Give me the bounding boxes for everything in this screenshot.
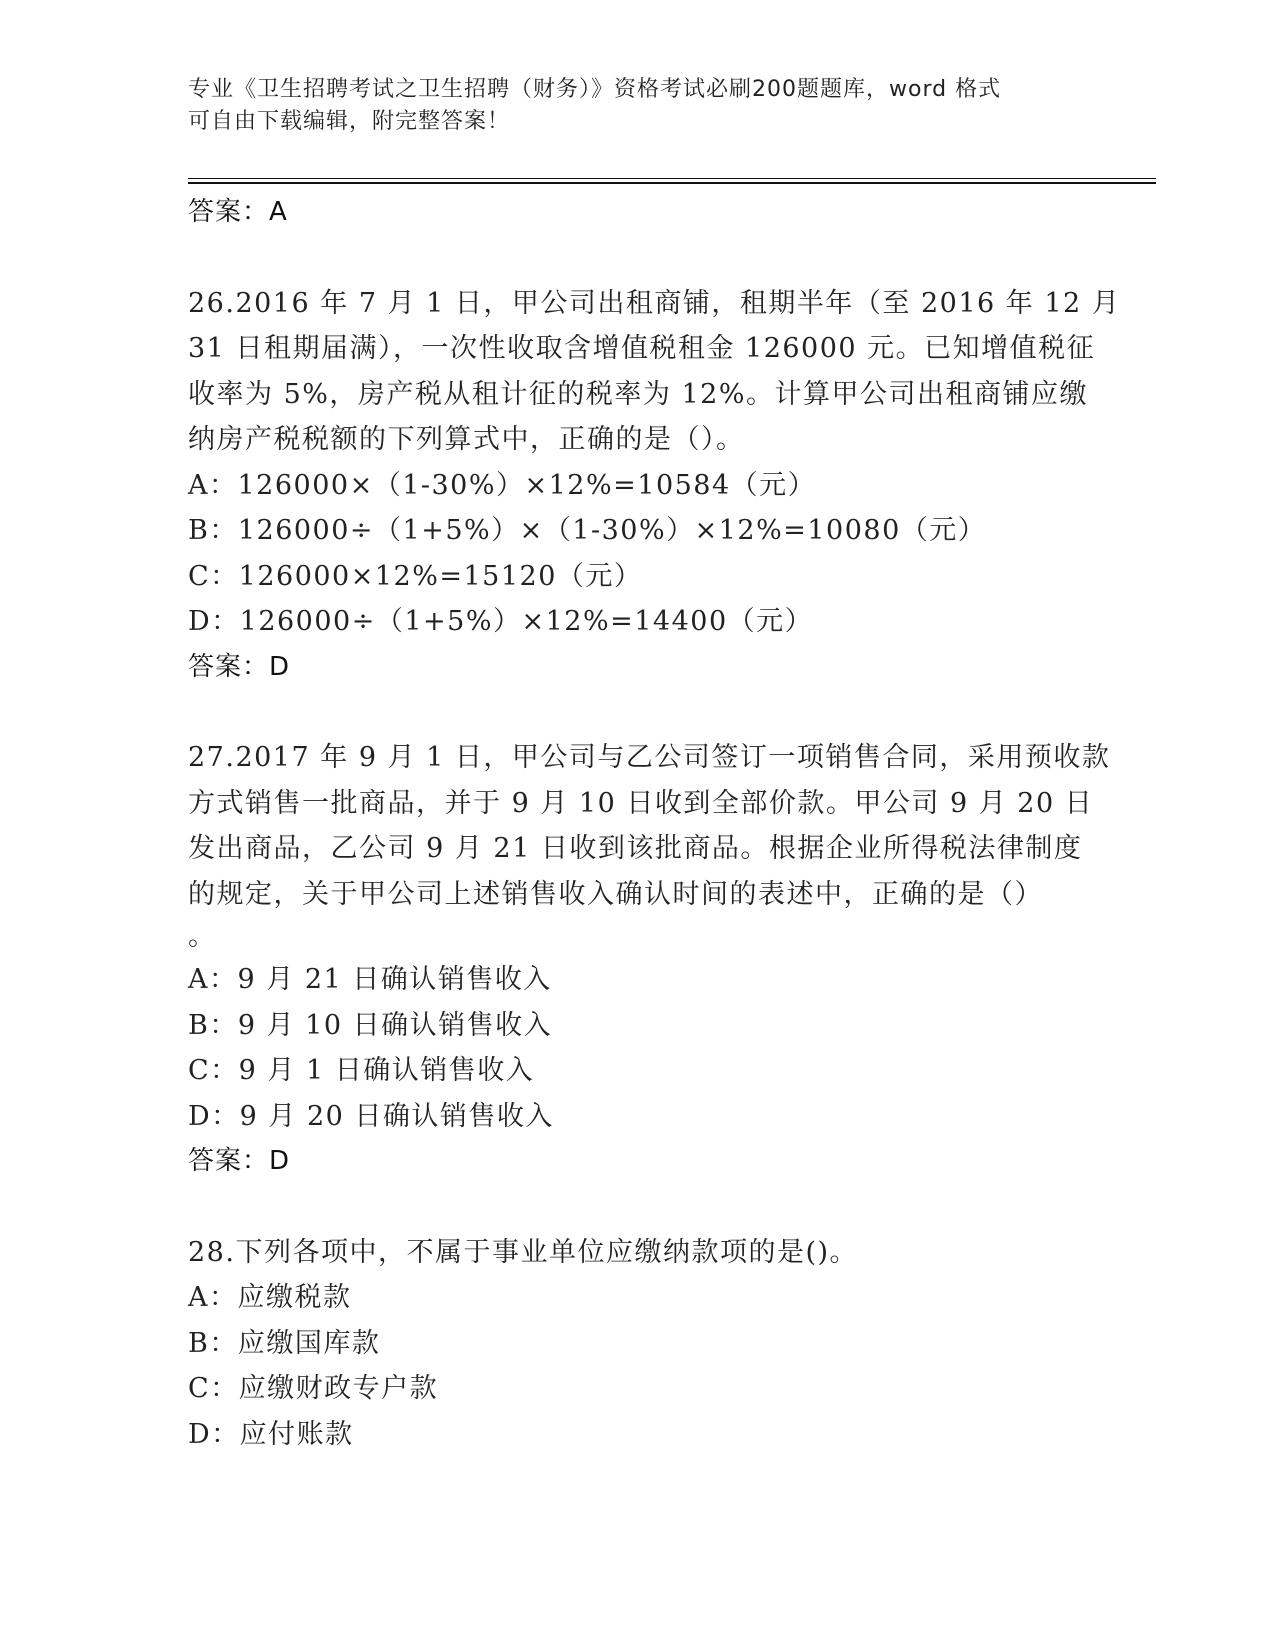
question-28 <box>188 1230 1088 1458</box>
option-d: D：9 月 20 日确认销售收入 <box>188 1100 554 1132</box>
question-text-line: 31 日租期届满），一次性收取含增值税租金 126000 元。已知增值税征 <box>188 333 1096 364</box>
option-a: A：9 月 21 日确认销售收入 <box>188 964 552 995</box>
answer: 答案：D <box>188 1146 291 1176</box>
question-text-line: 发出商品，乙公司 9 月 21 日收到该批商品。根据企业所得税法律制度 <box>188 833 1083 864</box>
question-text-line: 28.下列各项中，不属于事业单位应缴纳款项的是()。 <box>188 1236 859 1268</box>
question-text-line: 纳房产税税额的下列算式中，正确的是（）。 <box>188 424 745 455</box>
question-text-line: 方式销售一批商品，并于 9 月 10 日收到全部价款。甲公司 9 月 20 日 <box>188 787 1094 819</box>
option-a: A：应缴税款 <box>188 1282 352 1313</box>
option-b: B：126000÷（1+5%）×（1-30%）×12%=10080（元） <box>188 515 987 546</box>
header-rule-thick <box>188 182 1156 184</box>
spacer <box>188 1185 1088 1230</box>
option-d: D：应付账款 <box>188 1418 354 1450</box>
spacer <box>188 690 1088 735</box>
question-text-line: 的规定，关于甲公司上述销售收入确认时间的表述中，正确的是（） <box>188 878 1043 910</box>
question-text-line: 27.2017 年 9 月 1 日，甲公司与乙公司签订一项销售合同，采用预收款 <box>188 742 1111 773</box>
question-text-line: 收率为 5%，房产税从租计征的税率为 12%。计算甲公司出租商铺应缴 <box>188 378 1089 410</box>
spacer <box>188 236 1088 281</box>
option-d: D：126000÷（1+5%）×12%=14400（元） <box>188 606 814 637</box>
question-27 <box>188 735 1111 1185</box>
header-line-1: 专业《卫生招聘考试之卫生招聘（财务）》资格考试必刷200题题库，word 格式 <box>188 77 1002 102</box>
question-text-line: 26.2016 年 7 月 1 日，甲公司出租商铺，租期半年（至 2016 年 12 月 <box>188 287 1121 319</box>
document-body <box>188 190 1121 1457</box>
question-text-line: 。 <box>188 921 217 952</box>
question-26 <box>188 281 1121 691</box>
header-rule-thin <box>188 178 1156 179</box>
option-c: C：9 月 1 日确认销售收入 <box>188 1055 535 1086</box>
document-header <box>188 74 1078 138</box>
option-c: C：126000×12%=15120（元） <box>188 560 643 592</box>
option-c: C：应缴财政专户款 <box>188 1373 439 1404</box>
answer: 答案：D <box>188 651 291 682</box>
answer-previous: 答案：A <box>188 197 288 227</box>
option-b: B：应缴国库款 <box>188 1327 381 1359</box>
option-a: A：126000×（1-30%）×12%=10584（元） <box>188 469 817 501</box>
option-b: B：9 月 10 日确认销售收入 <box>188 1009 553 1041</box>
header-line-2: 可自由下载编辑，附完整答案！ <box>188 109 511 134</box>
